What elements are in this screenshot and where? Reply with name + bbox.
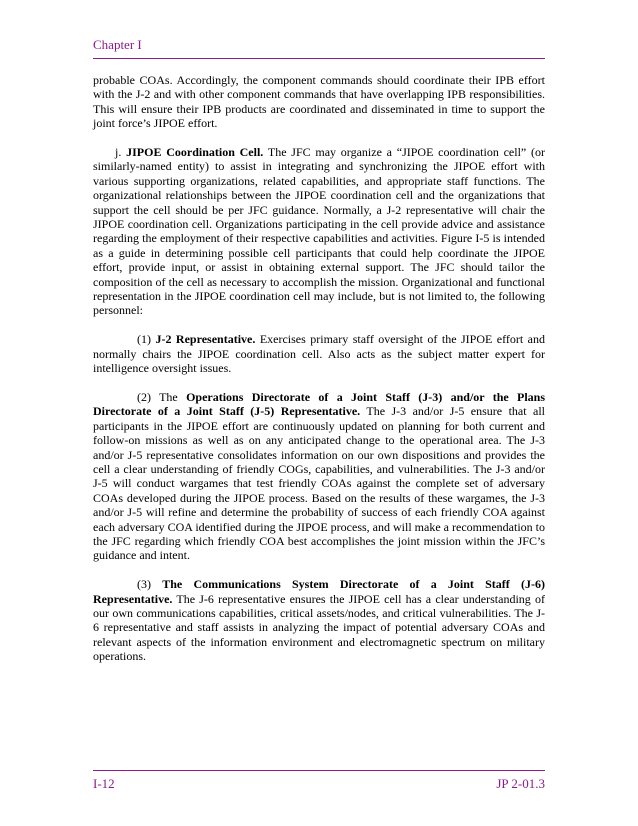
page-body [93,73,545,678]
paragraph-text: The JFC may organize a “JIPOE coordination cell” (or similarly-named entity) to assist in integrating and synchronizing the JIPOE effort with various supporting organizations, related capabilities, and appropriate staff functions. The organizational relationships between the JIPOE coordination cell and the organizations that support the cell should be per JFC guidance. Normally, a J-2 representative will chair the JIPOE coordination cell. Organizations participating in the cell provide advice and assistance regarding the employment of their respective capabilities and activities. Figure I-5 is intended as a guide in determining possible cell participants that could help coordinate the JIPOE effort, provide input, or assist in obtaining external support. The JFC should tailor the composition of the cell as necessary to accomplish the mission. Organizational and functional representation in the JIPOE coordination cell may include, but is not limited to, the following personnel: [93,145,545,318]
paragraph-j3-j5-representative [93,390,545,563]
paragraph-heading: Operations Directorate of a Joint Staff (J-3) and/or the Plans Directorate of a Joint Staff (J-5) Representative. [93,389,546,419]
paragraph-text: Exercises primary staff oversight of the JIPOE effort and normally chairs the JIPOE coordination cell. Also acts as the subject matter expert for intelligence oversight issues. [93,332,546,376]
paragraph-j2-representative [93,332,545,375]
footer-rule [93,770,545,771]
paragraph-lead: (3) [137,577,151,592]
chapter-header: Chapter I [93,37,142,52]
paragraph-heading: J-2 Representative. [155,332,256,347]
paragraph-lead: j. [115,145,122,160]
page-number: I-12 [93,776,115,791]
paragraph-lead: (2) The [137,389,178,404]
header-rule [93,58,545,59]
publication-id: JP 2-01.3 [496,776,545,791]
paragraph-lead: (1) [137,332,151,347]
paragraph-text: probable COAs. Accordingly, the component commands should coordinate their IPB effort with the J-2 and with other component commands that have overlapping IPB responsibilities. This will ensure their IPB products are coordinated and disseminated in time to support the joint force’s JIPOE effort. [93,73,545,131]
paragraph-heading: The Communications System Directorate of a Joint Staff (J-6) Representative. [93,577,546,606]
paragraph-text: The J-6 representative ensures the JIPOE cell has a clear understanding of our own communications capabilities, critical assets/nodes, and critical vulnerabilities. The J-6 representative and staff assists in analyzing the impact of potential adversary COAs and relevant aspects of the information environment and electromagnetic spectrum on military operations. [93,591,545,664]
paragraph-jipoe-coordination-cell [93,145,545,318]
paragraph-j6-representative [93,577,545,663]
paragraph-heading: JIPOE Coordination Cell. [126,145,264,160]
paragraph-continuation [93,73,545,131]
paragraph-text: The J-3 and/or J-5 ensure that all participants in the JIPOE effort are continuously updated on planning for both current and follow-on missions as well as on any anticipated change to the operational area. The J-3 and/or J-5 representative consolidates information on our own dispositions and provides the cell a clear understanding of friendly COGs, capabilities, and vulnerabilities. The J-3 and/or J-5 will conduct wargames that test friendly COAs against the complete set of adversary COAs developed during the JIPOE process. Based on the results of these wargames, the J-3 and/or J-5 will refine and determine the probability of success of each friendly COA against each adversary COA identified during the JIPOE process, and will make a recommendation to the JFC regarding which friendly COA best accomplishes the joint mission within the JFC’s guidance and intent. [93,404,546,563]
